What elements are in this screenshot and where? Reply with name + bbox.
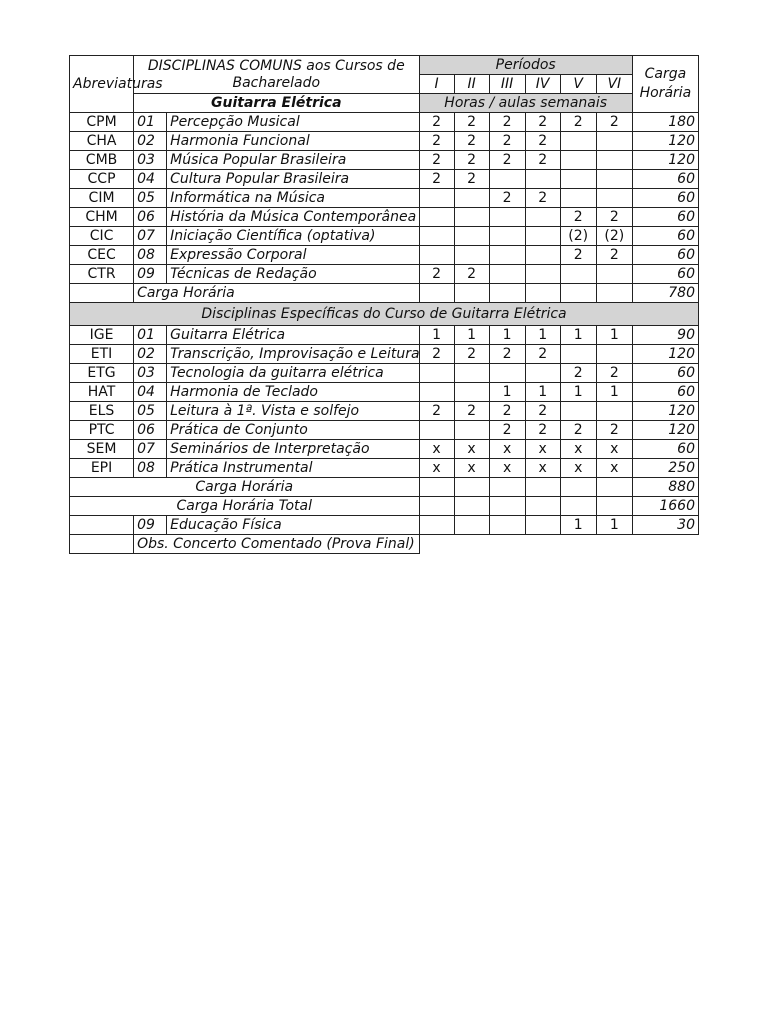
period-hours xyxy=(596,265,632,284)
period-hours xyxy=(596,132,632,151)
course-number: 02 xyxy=(134,345,167,364)
course-abbreviation: CHA xyxy=(70,132,134,151)
period-hours: 2 xyxy=(419,151,454,170)
course-total-hours: 120 xyxy=(632,151,698,170)
period-hours xyxy=(489,478,525,497)
period-hours: 2 xyxy=(419,113,454,132)
course-number: 02 xyxy=(134,132,167,151)
period-hours xyxy=(525,516,560,535)
period-hours xyxy=(454,284,489,303)
period-hours: x xyxy=(596,459,632,478)
table-row xyxy=(70,402,699,421)
course-total-hours: 180 xyxy=(632,113,698,132)
course-number: 04 xyxy=(134,383,167,402)
course-total-hours: 60 xyxy=(632,383,698,402)
course-abbreviation: CIM xyxy=(70,189,134,208)
course-abbreviation: CCP xyxy=(70,170,134,189)
period-hours: 2 xyxy=(596,208,632,227)
period-hours: 1 xyxy=(525,383,560,402)
empty-cell xyxy=(70,284,134,303)
period-hours: 1 xyxy=(596,326,632,345)
course-name: Educação Física xyxy=(167,516,419,535)
period-hours: x xyxy=(489,459,525,478)
period-hours: 2 xyxy=(596,364,632,383)
course-total-hours: 60 xyxy=(632,189,698,208)
period-hours: 2 xyxy=(525,151,560,170)
table-row xyxy=(70,246,699,265)
period-hours xyxy=(560,497,596,516)
period-numeral: I xyxy=(419,75,454,94)
table-row xyxy=(70,113,699,132)
course-abbreviation: PTC xyxy=(70,421,134,440)
course-abbreviation xyxy=(70,516,134,535)
period-hours: 2 xyxy=(560,208,596,227)
period-hours xyxy=(489,246,525,265)
period-hours xyxy=(560,189,596,208)
period-hours: 2 xyxy=(560,113,596,132)
period-hours: x xyxy=(489,440,525,459)
common-total-label: Carga Horária xyxy=(134,284,419,303)
period-hours: x xyxy=(525,440,560,459)
table-row xyxy=(70,440,699,459)
course-number: 06 xyxy=(134,208,167,227)
period-hours: x xyxy=(525,459,560,478)
period-hours xyxy=(454,383,489,402)
course-name: Técnicas de Redação xyxy=(167,265,419,284)
period-hours: 2 xyxy=(454,265,489,284)
abbreviations-header: Abreviaturas xyxy=(70,56,134,113)
period-hours: 2 xyxy=(560,364,596,383)
period-hours xyxy=(596,189,632,208)
period-hours xyxy=(596,497,632,516)
period-hours: 1 xyxy=(560,326,596,345)
period-hours: 2 xyxy=(419,345,454,364)
grand-total-hours: 1660 xyxy=(632,497,698,516)
common-total-row xyxy=(70,284,699,303)
period-hours: 2 xyxy=(489,113,525,132)
course-number: 04 xyxy=(134,170,167,189)
period-hours xyxy=(596,402,632,421)
course-abbreviation: CPM xyxy=(70,113,134,132)
period-numeral: IV xyxy=(525,75,560,94)
course-number: 09 xyxy=(134,265,167,284)
period-hours xyxy=(525,170,560,189)
period-hours xyxy=(525,246,560,265)
period-hours xyxy=(525,265,560,284)
course-name: Harmonia Funcional xyxy=(167,132,419,151)
course-total-hours: 60 xyxy=(632,246,698,265)
course-total-hours: 90 xyxy=(632,326,698,345)
period-hours xyxy=(454,208,489,227)
table-row xyxy=(70,170,699,189)
period-hours xyxy=(560,284,596,303)
table-row xyxy=(70,189,699,208)
period-hours xyxy=(596,345,632,364)
period-hours xyxy=(419,227,454,246)
period-hours xyxy=(454,478,489,497)
period-hours: x xyxy=(560,440,596,459)
course-name: Iniciação Científica (optativa) xyxy=(167,227,419,246)
course-name: Seminários de Interpretação xyxy=(167,440,419,459)
period-hours xyxy=(560,151,596,170)
period-hours xyxy=(489,284,525,303)
course-name: Percepção Musical xyxy=(167,113,419,132)
course-name: Guitarra Elétrica xyxy=(167,326,419,345)
period-hours xyxy=(596,151,632,170)
empty-cell xyxy=(419,535,699,554)
course-number: 01 xyxy=(134,326,167,345)
table-row xyxy=(70,364,699,383)
course-abbreviation: ETG xyxy=(70,364,134,383)
period-hours xyxy=(489,265,525,284)
course-name: Harmonia de Teclado xyxy=(167,383,419,402)
course-number: 08 xyxy=(134,246,167,265)
period-hours: 2 xyxy=(454,170,489,189)
period-hours xyxy=(454,227,489,246)
period-hours xyxy=(454,189,489,208)
course-total-hours: 60 xyxy=(632,170,698,189)
specific-total-label: Carga Horária xyxy=(70,478,420,497)
period-hours xyxy=(525,364,560,383)
period-hours xyxy=(419,364,454,383)
period-hours xyxy=(525,284,560,303)
hours-header: Horas / aulas semanais xyxy=(419,94,632,113)
period-hours xyxy=(419,208,454,227)
period-hours: 2 xyxy=(525,113,560,132)
course-name: Música Popular Brasileira xyxy=(167,151,419,170)
period-hours: 2 xyxy=(596,421,632,440)
course-name: Prática Instrumental xyxy=(167,459,419,478)
period-hours: 2 xyxy=(454,402,489,421)
specific-total-hours: 880 xyxy=(632,478,698,497)
period-hours xyxy=(419,421,454,440)
period-hours: x xyxy=(596,440,632,459)
table-row xyxy=(70,459,699,478)
specific-section-header: Disciplinas Específicas do Curso de Guitarra Elétrica xyxy=(70,303,699,326)
period-hours: 2 xyxy=(454,345,489,364)
period-hours: x xyxy=(454,459,489,478)
period-hours xyxy=(419,516,454,535)
period-hours xyxy=(525,478,560,497)
table-row xyxy=(70,383,699,402)
obs-row xyxy=(70,535,699,554)
period-hours: 2 xyxy=(489,132,525,151)
common-total-hours: 780 xyxy=(632,284,698,303)
course-name: Expressão Corporal xyxy=(167,246,419,265)
course-name: Tecnologia da guitarra elétrica xyxy=(167,364,419,383)
period-hours xyxy=(454,497,489,516)
period-hours: 1 xyxy=(489,326,525,345)
period-hours: 2 xyxy=(489,345,525,364)
course-abbreviation: EPI xyxy=(70,459,134,478)
period-hours xyxy=(596,170,632,189)
period-hours: 2 xyxy=(489,421,525,440)
period-hours: 1 xyxy=(454,326,489,345)
course-total-hours: 120 xyxy=(632,421,698,440)
period-hours xyxy=(454,516,489,535)
course-total-hours: 60 xyxy=(632,227,698,246)
period-hours: x xyxy=(560,459,596,478)
course-number: 06 xyxy=(134,421,167,440)
course-abbreviation: CIC xyxy=(70,227,134,246)
period-hours xyxy=(525,227,560,246)
period-hours: 2 xyxy=(489,189,525,208)
period-hours xyxy=(525,208,560,227)
table-row xyxy=(70,227,699,246)
period-hours xyxy=(489,170,525,189)
period-hours: 2 xyxy=(419,265,454,284)
period-hours: 2 xyxy=(525,345,560,364)
course-abbreviation: ELS xyxy=(70,402,134,421)
period-hours: 2 xyxy=(525,402,560,421)
table-row xyxy=(70,421,699,440)
period-hours: 2 xyxy=(419,402,454,421)
period-hours xyxy=(419,246,454,265)
period-hours xyxy=(560,132,596,151)
period-hours xyxy=(596,478,632,497)
course-total-hours: 60 xyxy=(632,440,698,459)
table-row xyxy=(70,208,699,227)
period-hours: x xyxy=(419,440,454,459)
period-hours xyxy=(419,478,454,497)
course-abbreviation: CHM xyxy=(70,208,134,227)
period-hours xyxy=(454,246,489,265)
specific-total-row xyxy=(70,478,699,497)
table-row xyxy=(70,326,699,345)
period-hours: 2 xyxy=(419,132,454,151)
period-hours: 1 xyxy=(560,383,596,402)
period-hours: (2) xyxy=(560,227,596,246)
carga-horaria-header: Carga Horária xyxy=(632,56,698,113)
course-total-hours: 60 xyxy=(632,208,698,227)
course-total-hours: 60 xyxy=(632,265,698,284)
period-hours: 2 xyxy=(419,170,454,189)
period-hours: x xyxy=(419,459,454,478)
table-row xyxy=(70,516,699,535)
period-hours xyxy=(525,497,560,516)
period-numeral: V xyxy=(560,75,596,94)
period-numeral: III xyxy=(489,75,525,94)
course-name: História da Música Contemporânea xyxy=(167,208,419,227)
course-title: Guitarra Elétrica xyxy=(134,94,419,113)
course-abbreviation: HAT xyxy=(70,383,134,402)
periods-header: Períodos xyxy=(419,56,632,75)
period-hours: 2 xyxy=(454,151,489,170)
period-hours xyxy=(560,265,596,284)
period-hours: 2 xyxy=(596,113,632,132)
period-hours: x xyxy=(454,440,489,459)
course-abbreviation: ETI xyxy=(70,345,134,364)
course-number: 08 xyxy=(134,459,167,478)
period-hours xyxy=(596,284,632,303)
course-number: 07 xyxy=(134,440,167,459)
period-hours: 2 xyxy=(489,402,525,421)
period-hours xyxy=(489,516,525,535)
course-name: Informática na Música xyxy=(167,189,419,208)
grand-total-label: Carga Horária Total xyxy=(70,497,420,516)
period-hours: 2 xyxy=(489,151,525,170)
table-row xyxy=(70,345,699,364)
course-name: Cultura Popular Brasileira xyxy=(167,170,419,189)
course-total-hours: 30 xyxy=(632,516,698,535)
grand-total-row xyxy=(70,497,699,516)
course-abbreviation: CMB xyxy=(70,151,134,170)
course-number: 05 xyxy=(134,402,167,421)
course-total-hours: 120 xyxy=(632,402,698,421)
course-abbreviation: CTR xyxy=(70,265,134,284)
period-hours: 1 xyxy=(596,383,632,402)
period-hours xyxy=(489,208,525,227)
course-number: 09 xyxy=(134,516,167,535)
course-number: 05 xyxy=(134,189,167,208)
period-hours xyxy=(489,497,525,516)
course-total-hours: 250 xyxy=(632,459,698,478)
course-number: 07 xyxy=(134,227,167,246)
period-hours: (2) xyxy=(596,227,632,246)
period-hours: 1 xyxy=(525,326,560,345)
period-hours xyxy=(560,402,596,421)
period-hours xyxy=(489,227,525,246)
period-hours: 2 xyxy=(454,113,489,132)
period-hours: 2 xyxy=(525,189,560,208)
period-hours: 2 xyxy=(525,421,560,440)
table-row xyxy=(70,151,699,170)
period-hours xyxy=(560,345,596,364)
period-hours: 2 xyxy=(560,421,596,440)
table-row xyxy=(70,265,699,284)
period-numeral: II xyxy=(454,75,489,94)
period-hours xyxy=(419,383,454,402)
period-hours: 2 xyxy=(596,246,632,265)
table-row xyxy=(70,132,699,151)
course-total-hours: 120 xyxy=(632,132,698,151)
course-abbreviation: CEC xyxy=(70,246,134,265)
period-hours xyxy=(489,364,525,383)
period-hours: 1 xyxy=(560,516,596,535)
course-total-hours: 120 xyxy=(632,345,698,364)
course-name: Leitura à 1ª. Vista e solfejo xyxy=(167,402,419,421)
period-hours xyxy=(560,478,596,497)
specific-section-row xyxy=(70,303,699,326)
course-name: Prática de Conjunto xyxy=(167,421,419,440)
course-total-hours: 60 xyxy=(632,364,698,383)
course-number: 03 xyxy=(134,364,167,383)
period-hours xyxy=(419,284,454,303)
course-number: 01 xyxy=(134,113,167,132)
period-numeral: VI xyxy=(596,75,632,94)
curriculum-table xyxy=(69,55,699,554)
empty-cell xyxy=(70,535,134,554)
course-abbreviation: IGE xyxy=(70,326,134,345)
period-hours xyxy=(419,497,454,516)
table-title: DISCIPLINAS COMUNS aos Cursos de Bacharelado xyxy=(134,56,419,94)
period-hours: 1 xyxy=(419,326,454,345)
period-hours xyxy=(454,421,489,440)
period-hours: 1 xyxy=(489,383,525,402)
course-number: 03 xyxy=(134,151,167,170)
period-hours: 2 xyxy=(454,132,489,151)
course-name: Transcrição, Improvisação e Leitura xyxy=(167,345,419,364)
period-hours: 2 xyxy=(525,132,560,151)
period-hours xyxy=(419,189,454,208)
course-abbreviation: SEM xyxy=(70,440,134,459)
obs-note: Obs. Concerto Comentado (Prova Final) xyxy=(134,535,419,554)
period-hours xyxy=(454,364,489,383)
period-hours: 2 xyxy=(560,246,596,265)
period-hours xyxy=(560,170,596,189)
period-hours: 1 xyxy=(596,516,632,535)
